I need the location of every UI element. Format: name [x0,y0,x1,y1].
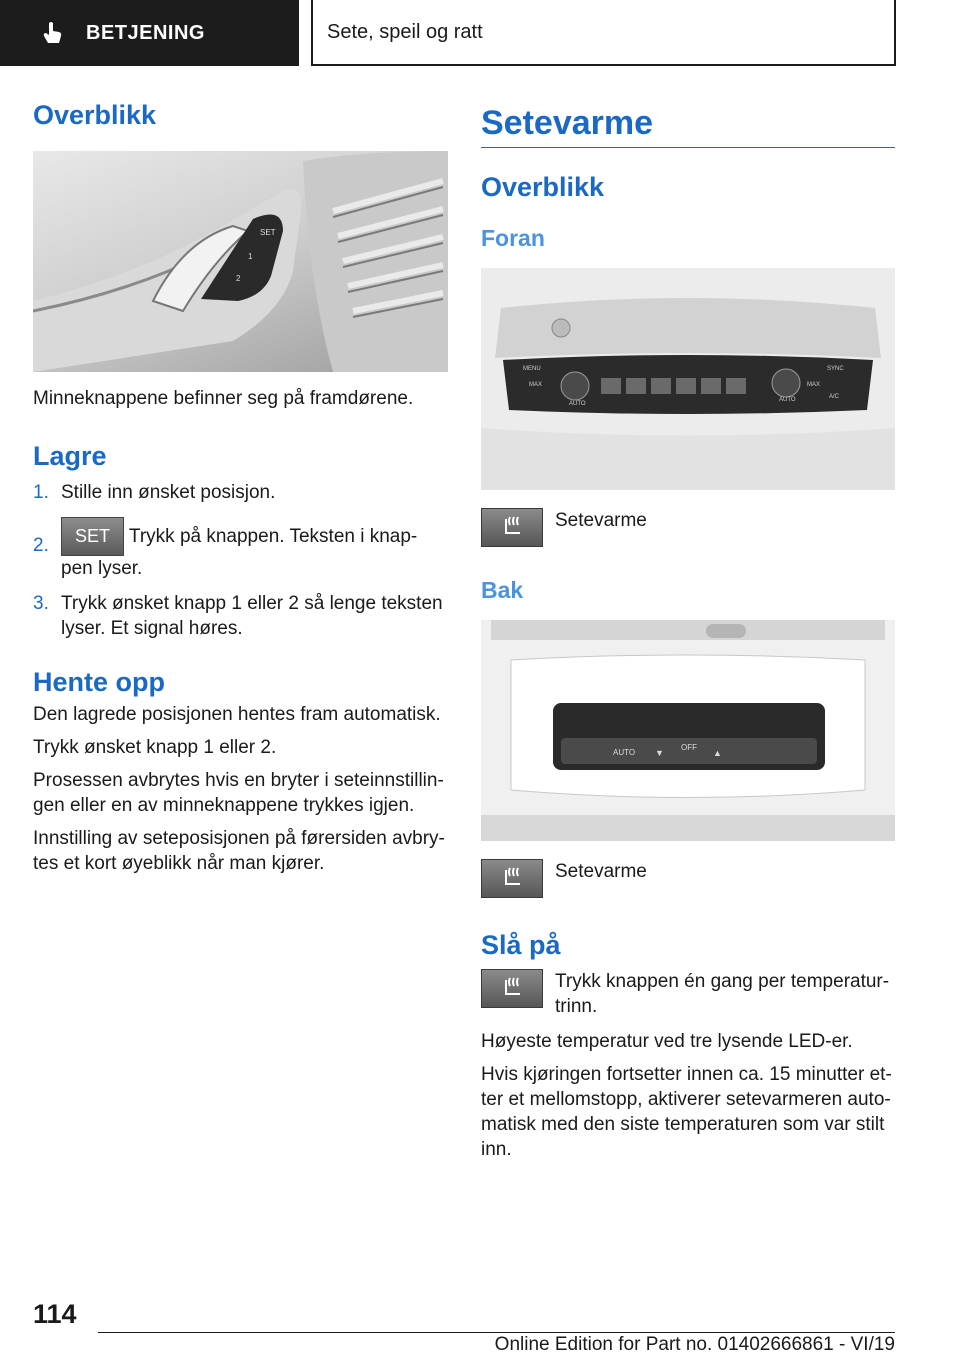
step-number: 1. [33,482,49,503]
rear-panel-label-auto: AUTO [613,748,636,757]
heading-rule [481,147,895,148]
front-seat-heating-row [481,508,895,547]
rear-climate-panel-photo [481,620,895,841]
front-panel-label-auto-left: AUTO [569,401,586,407]
front-panel-label-max-right: MAX [807,382,821,388]
paragraph: Hvis kjøringen fortsetter innen ca. 15 minutter et‐ter et mellomstopp, aktiverer setevarmeren auto‐matisk med den siste temperaturen som var stilt inn. [481,1064,892,1160]
door-memory-buttons-photo [33,151,448,372]
list-item [33,480,448,505]
photo-2-label: 2 [236,274,241,283]
paragraph: Trykk ønsket knapp 1 eller 2. [33,737,277,758]
rear-panel-down-arrow-icon: ▼ [655,748,664,758]
left-column [33,100,448,876]
right-column [481,100,895,1162]
chapter-title-box [311,0,896,66]
step-text: Trykk ønsket knapp 1 eller 2 så lenge teksten lyser. Et signal høres. [61,593,443,639]
rear-seat-heating-row [481,859,895,898]
seat-heating-icon [481,969,543,1008]
rear-panel-up-arrow-icon: ▲ [713,748,722,758]
step-number: 3. [33,593,49,614]
edition-footer: Online Edition for Part no. 01402666861 - VI/19 [494,1334,895,1355]
photo-caption: Minneknappene befinner seg på framdørene. [33,388,414,409]
photo-set-label: SET [260,228,276,237]
page-number: 114 [33,1299,77,1329]
heading-rear: Bak [481,577,524,603]
front-panel-label-sync: SYNC [827,366,844,372]
heading-front: Foran [481,225,545,251]
save-steps-list [33,480,448,641]
front-panel-label-ac: A/C [829,394,840,400]
chapter-title: Sete, speil og ratt [327,20,483,43]
heading-save: Lagre [33,441,107,471]
seat-heating-icon [481,859,543,898]
front-climate-panel-photo [481,268,895,490]
seat-heating-caption-rear: Setevarme [555,861,647,882]
front-panel-label-max-left: MAX [529,382,543,388]
seat-heating-icon [481,508,543,547]
heading-switch-on: Slå på [481,930,561,960]
rear-panel-illustration [481,620,895,841]
step-number: 2. [33,535,49,556]
list-item [33,591,448,641]
set-button-icon [61,517,124,556]
switch-on-text: Trykk knappen én gang per temperatur‐trinn. [555,971,890,1017]
section-tab [0,0,299,66]
paragraph: Høyeste temperatur ved tre lysende LED-er. [481,1031,853,1052]
seat-heating-caption-front: Setevarme [555,510,647,531]
heading-seat-heating: Setevarme [481,104,654,142]
switch-on-row [481,969,895,1019]
set-button-icon-label: SET [74,526,110,546]
paragraph: Innstilling av seteposisjonen på førersiden avbry‐tes et kort øyeblikk når man kjører. [33,828,445,874]
door-panel-illustration [33,151,448,372]
heading-overview-right: Overblikk [481,172,605,202]
heading-overview-left: Overblikk [33,100,157,130]
paragraph: Den lagrede posisjonen hentes fram automatisk. [33,704,441,725]
rear-panel-label-off: OFF [681,743,697,752]
section-label: BETJENING [86,21,205,44]
step-text: Trykk på knappen. Teksten i knap‐ [124,526,418,547]
heading-recall: Hente opp [33,667,165,697]
hand-pointer-icon [40,20,66,46]
paragraph: Prosessen avbrytes hvis en bryter i seteinnstillin‐gen eller en av minneknappene trykkes igjen. [33,770,444,816]
front-panel-label-auto-right: AUTO [779,397,796,403]
step-text: Stille inn ønsket posisjon. [61,482,276,503]
list-item [33,517,448,581]
footer-rule [98,1332,895,1333]
step-text-continued: pen lyser. [61,558,143,579]
front-panel-label-menu: MENU [523,366,541,372]
photo-1-label: 1 [248,252,253,261]
front-panel-illustration [481,268,895,490]
